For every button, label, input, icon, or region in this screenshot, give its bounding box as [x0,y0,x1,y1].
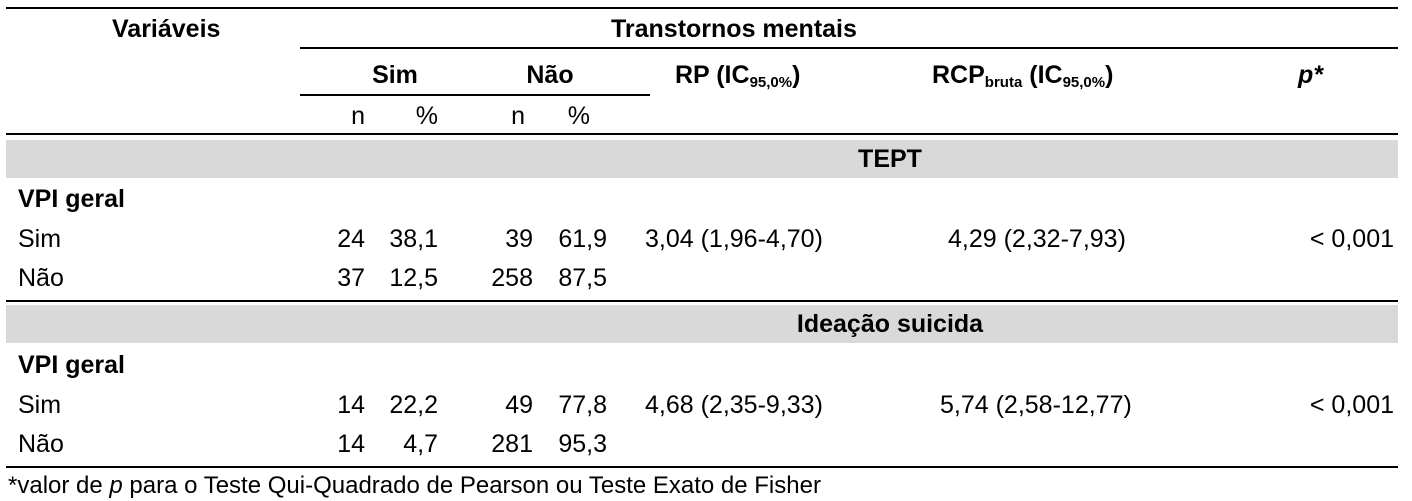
cell-p: < 0,001 [1309,225,1394,253]
cell-rp: 4,68 (2,35-9,33) [645,391,823,419]
cell-n-sim: 37 [337,264,365,292]
variable-heading: VPI geral [18,185,125,213]
section-title: Ideação suicida [796,310,984,338]
header-group-title: Transtornos mentais [611,15,857,43]
cell-n-sim: 14 [337,430,365,458]
cell-pct-sim: 38,1 [389,225,438,253]
row-label: Sim [18,225,62,253]
section-band-tept [6,140,1398,178]
header-pct-nao: % [567,102,590,130]
cell-pct-sim: 22,2 [389,391,438,419]
section-rule [6,300,1398,302]
cell-n-nao: 258 [491,264,533,292]
row-label: Não [18,264,64,292]
cell-pct-nao: 61,9 [558,225,607,253]
cell-n-nao: 49 [505,391,533,419]
header-rp: RP $(IC_{95,0\%})$ [675,61,801,91]
section-band-ideacao [6,305,1398,343]
cell-n-nao: 281 [491,430,533,458]
header-n-sim: n [351,102,365,130]
header-pct-sim: % [415,102,438,130]
section-title: TEPT [858,145,922,173]
group-title-rule [300,47,1398,49]
header-nao: Não [526,61,574,89]
header-sim: Sim [372,61,418,89]
cell-pct-nao: 77,8 [558,391,607,419]
cell-pct-sim: 4,7 [403,430,438,458]
cell-pct-sim: 12,5 [389,264,438,292]
cell-rcp: 4,29 (2,32-7,93) [948,225,1126,253]
table-footnote: *valor de p para o Teste Qui-Quadrado de Pearson ou Teste Exato de Fisher [8,472,821,499]
cell-rcp: 5,74 (2,58-12,77) [940,391,1132,419]
cell-rp: 3,04 (1,96-4,70) [645,225,823,253]
header-p: p* [1298,61,1323,89]
sim-nao-rule [300,94,650,96]
variable-heading: VPI geral [18,351,125,379]
row-label: Sim [18,391,62,419]
table-top-rule [6,7,1398,9]
cell-pct-nao: 87,5 [558,264,607,292]
header-rcp: $RCP_{bruta}$ $(IC_{95,0\%})$ [932,61,1114,91]
header-n-nao: n [511,102,525,130]
cell-p: < 0,001 [1309,391,1394,419]
header-variables: Variáveis [112,15,221,43]
table-bottom-rule [6,466,1398,468]
row-label: Não [18,430,64,458]
cell-n-sim: 24 [337,225,365,253]
cell-pct-nao: 95,3 [558,430,607,458]
cell-n-sim: 14 [337,391,365,419]
cell-n-nao: 39 [505,225,533,253]
header-bottom-rule [6,133,1398,135]
